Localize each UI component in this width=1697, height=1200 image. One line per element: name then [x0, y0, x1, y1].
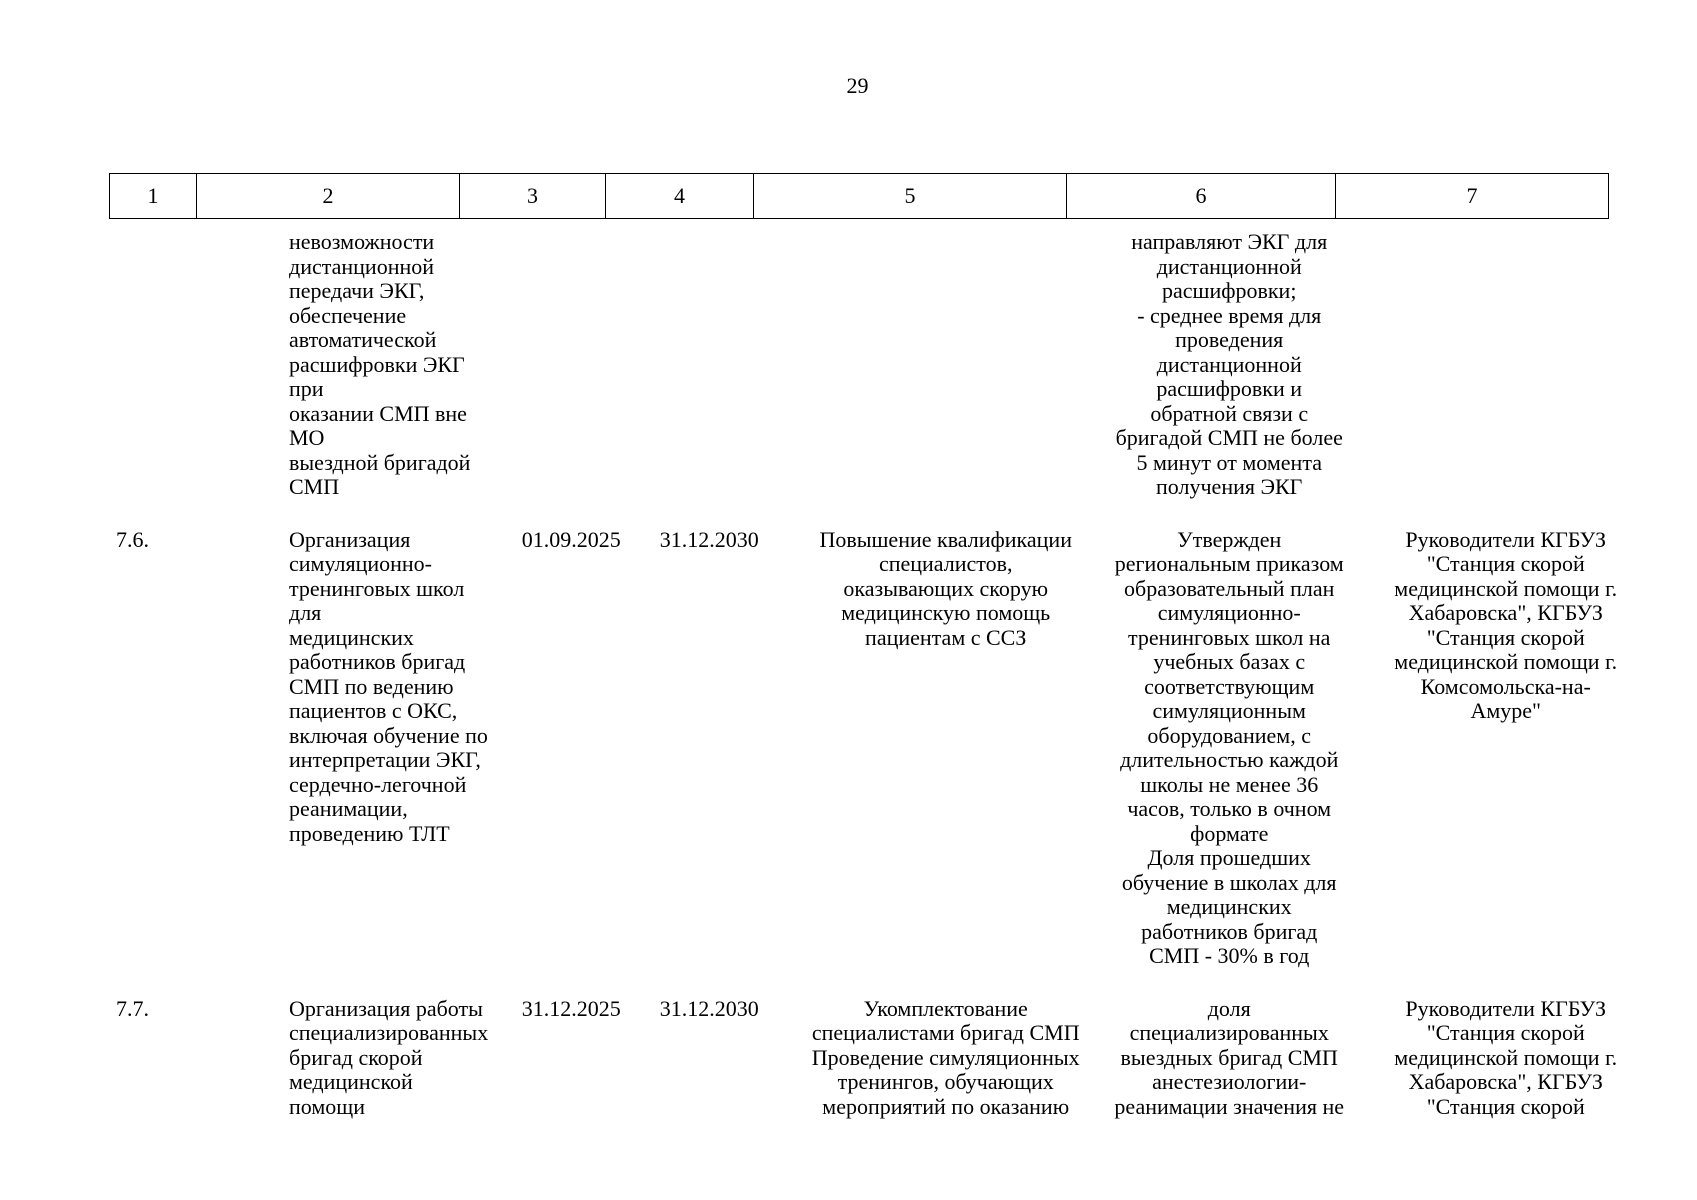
header-cell-2: 2 [197, 174, 460, 219]
end-date-cell: 31.12.2030 [659, 526, 759, 552]
header-cell-6: 6 [1067, 174, 1336, 219]
start-date-cell: 01.09.2025 [521, 526, 621, 552]
header-cell-1: 1 [110, 174, 197, 219]
activity-cell: Организация работы специализированных бригад скорой медицинской помощи [289, 995, 489, 1119]
end-date-cell: 31.12.2030 [659, 995, 759, 1021]
result-cell [782, 230, 1095, 500]
table-row [109, 528, 1637, 969]
responsible-cell [1364, 230, 1637, 500]
table-row [109, 997, 1637, 1120]
table-row [109, 230, 1637, 500]
header-cell-5: 5 [754, 174, 1067, 219]
row-number [109, 230, 196, 500]
header-cell-4: 4 [606, 174, 754, 219]
header-row [110, 174, 1609, 219]
start-date-cell [488, 230, 634, 500]
end-date-cell [634, 230, 782, 500]
header-cell-3: 3 [460, 174, 606, 219]
responsible-cell: Руководители КГБУЗ "Станция скорой медицинской помощи г. Хабаровска", КГБУЗ "Станция скорой [1394, 995, 1618, 1119]
result-cell: Укомплектование специалистами бригад СМП Проведение симуляционных тренингов, обучающих мероприятий по оказанию [811, 995, 1080, 1119]
header-cell-7: 7 [1336, 174, 1609, 219]
row-number: 7.6. [116, 526, 149, 552]
indicator-cell: Утвержден региональным приказом образовательный план симуляционно- тренинговых школ на учебных базах с соответствующим симуляционным оборудованием, с длительностью каждой школы не менее 36 часов, только в очном формате Доля прошедших обучение в школах для медицинских работников бригад СМП - 30% в год [1114, 526, 1344, 968]
indicator-cell: направляют ЭКГ для дистанционной расшифровки; - среднее время для проведения дистанционной расшифровки и обратной связи с бригадой СМП не более 5 минут от момента получения ЭКГ [1115, 229, 1343, 499]
result-cell: Повышение квалификации специалистов, оказывающих скорую медицинскую помощь пациентам с ССЗ [819, 526, 1072, 650]
activity-cell: Организация симуляционно- тренинговых школ для медицинских работников бригад СМП по ведению пациентов с ОКС, включая обучение по интерпретации ЭКГ, сердечно-легочной реанимации, проведению ТЛТ [289, 526, 488, 846]
column-number-header [109, 173, 1609, 219]
row-number: 7.7. [116, 995, 149, 1021]
start-date-cell: 31.12.2025 [521, 995, 621, 1021]
indicator-cell: доля специализированных выездных бригад СМП анестезиологии- реанимации значения не [1114, 995, 1345, 1119]
page-number: 29 [846, 73, 869, 98]
measures-table [109, 230, 1637, 1119]
activity-cell: невозможности дистанционной передачи ЭКГ, обеспечение автоматической расшифровки ЭКГ при оказании СМП вне МО выездной бригадой СМП [289, 229, 471, 499]
responsible-cell: Руководители КГБУЗ "Станция скорой медицинской помощи г. Хабаровска", КГБУЗ "Станция скорой медицинской помощи г. Комсомольска-на- Амуре" [1394, 526, 1618, 723]
